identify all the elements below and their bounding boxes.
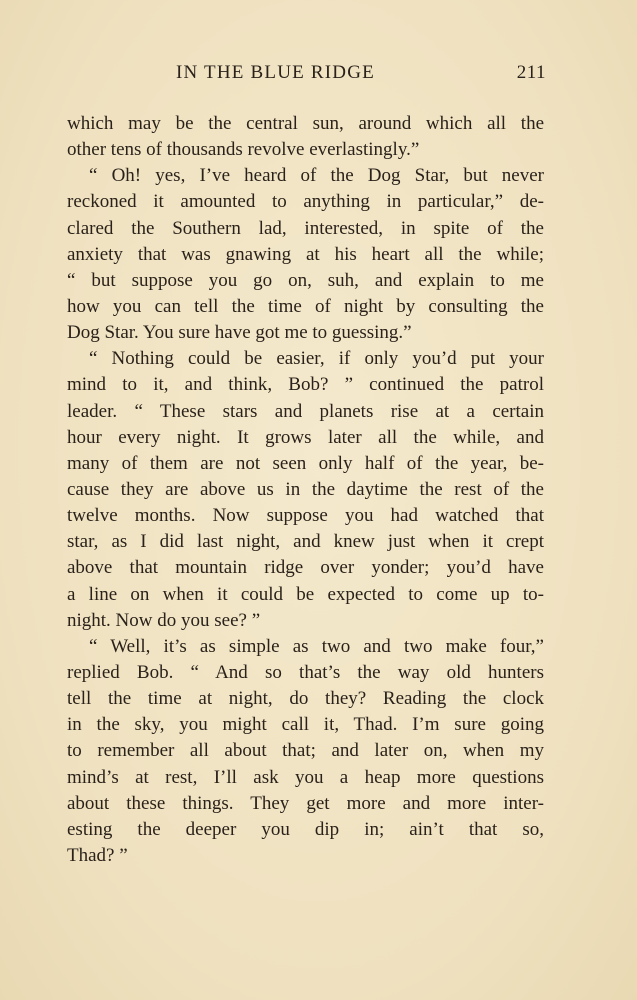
text-line: tell the time at night, do they? Reading the clock (67, 688, 544, 710)
text-line: esting the deeper you dip in; ain’t that so, (67, 818, 544, 840)
text-line: “ Nothing could be easier, if only you’d put your (89, 348, 544, 370)
text-line: replied Bob. “ And so that’s the way old hunters (67, 661, 544, 683)
text-line: cause they are above us in the daytime the rest of the (67, 478, 544, 500)
text-line: night. Now do you see? ” (67, 609, 261, 631)
text-line: clared the Southern lad, interested, in spite of the (67, 217, 544, 239)
text-line: “ but suppose you go on, suh, and explain to me (67, 269, 544, 291)
running-title: IN THE BLUE RIDGE (176, 62, 375, 83)
text-line: Dog Star. You sure have got me to guessing.” (67, 322, 412, 344)
text-line: how you can tell the time of night by consulting the (67, 295, 544, 317)
text-line: in the sky, you might call it, Thad. I’m sure going (67, 714, 544, 736)
text-line: twelve months. Now suppose you had watched that (67, 505, 544, 527)
text-line: above that mountain ridge over yonder; you’d have (67, 557, 544, 579)
text-line: “ Oh! yes, I’ve heard of the Dog Star, but never (89, 165, 544, 187)
text-line: about these things. They get more and more inter- (67, 792, 544, 814)
text-line: Thad? ” (67, 844, 128, 866)
text-line: a line on when it could be expected to come up to- (67, 583, 544, 605)
text-line: other tens of thousands revolve everlastingly.” (67, 139, 420, 161)
running-header (176, 62, 546, 88)
text-line: reckoned it amounted to anything in particular,” de- (67, 191, 544, 213)
page-number: 211 (516, 62, 546, 83)
text-line: hour every night. It grows later all the while, and (67, 426, 544, 448)
text-line: star, as I did last night, and knew just when it crept (67, 531, 544, 553)
text-line: mind’s at rest, I’ll ask you a heap more questions (67, 766, 544, 788)
text-line: to remember all about that; and later on, when my (67, 740, 544, 762)
text-line: leader. “ These stars and planets rise at a certain (67, 400, 544, 422)
text-line: many of them are not seen only half of the year, be- (67, 452, 544, 474)
text-line: which may be the central sun, around which all the (67, 113, 544, 134)
text-line: anxiety that was gnawing at his heart all the while; (67, 243, 544, 265)
body-text (67, 111, 544, 869)
text-line: “ Well, it’s as simple as two and two make four,” (89, 635, 544, 657)
text-line: mind to it, and think, Bob? ” continued the patrol (67, 374, 544, 396)
